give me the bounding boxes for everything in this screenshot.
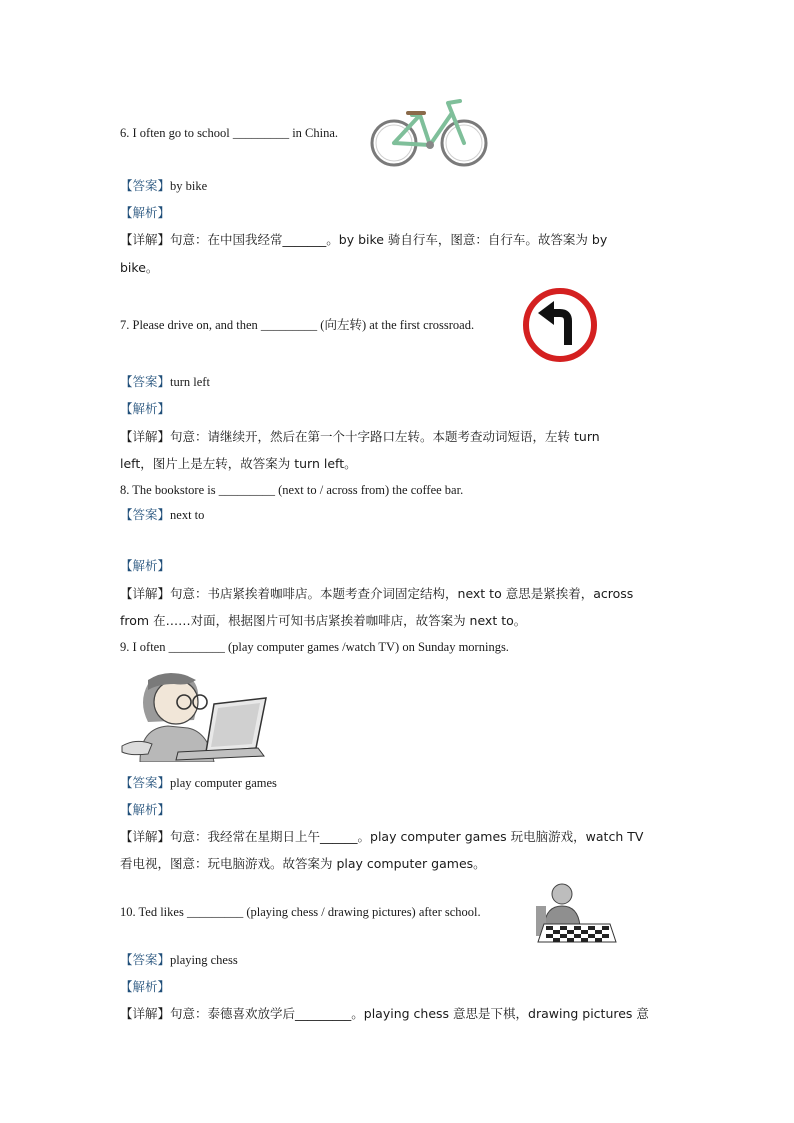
q6-answer: 【答案】by bike xyxy=(120,178,208,193)
q10-question: 10. Ted likes _________ (playing chess / drawing pictures) after school. xyxy=(120,905,481,919)
q9-question: 9. I often _________ (play computer games /watch TV) on Sunday mornings. xyxy=(120,640,509,654)
q10-detail-line1: 【详解】句意：泰德喜欢放学后_________。playing chess 意思是下棋，drawing pictures 意 xyxy=(120,1006,649,1021)
q7-detail-line1: 【详解】句意：请继续开，然后在第一个十字路口左转。本题考查动词短语，左转 turn xyxy=(120,429,600,444)
q8-detail-line1: 【详解】句意：书店紧挨着咖啡店。本题考查介词固定结构，next to 意思是紧挨着，across xyxy=(120,586,634,601)
q7-detail-line2: left，图片上是左转，故答案为 turn left。 xyxy=(120,456,357,471)
q9-detail-line2: 看电视，图意：玩电脑游戏。故答案为 play computer games。 xyxy=(120,856,486,871)
q6-detail-line1: 【详解】句意：在中国我经常_______。by bike 骑自行车，图意：自行车。故答案为 by xyxy=(120,232,608,247)
q8-answer: 【答案】next to xyxy=(120,507,205,522)
turn-left-sign-image xyxy=(522,287,598,363)
q6-analysis-label: 【解析】 xyxy=(120,205,171,220)
q7-analysis-label: 【解析】 xyxy=(120,401,171,416)
q8-question: 8. The bookstore is _________ (next to / across from) the coffee bar. xyxy=(120,483,464,497)
q10-analysis-label: 【解析】 xyxy=(120,979,171,994)
q8-analysis-label: 【解析】 xyxy=(120,558,171,573)
q9-analysis-label: 【解析】 xyxy=(120,802,171,817)
bicycle-image xyxy=(368,95,490,170)
boy-computer-image xyxy=(118,662,268,762)
q9-answer: 【答案】play computer games xyxy=(120,775,277,790)
q7-answer: 【答案】turn left xyxy=(120,374,210,389)
q9-detail-line1: 【详解】句意：我经常在星期日上午______。play computer games 玩电脑游戏，watch TV xyxy=(120,829,644,844)
q6-question: 6. I often go to school _________ in China. xyxy=(120,126,339,140)
q10-answer: 【答案】playing chess xyxy=(120,952,238,967)
q7-question: 7. Please drive on, and then _________ (向左转) at the first crossroad. xyxy=(120,318,475,332)
chess-boy-image xyxy=(530,880,618,944)
q6-detail-line2: bike。 xyxy=(120,260,159,275)
q8-detail-line2: from 在……对面，根据图片可知书店紧挨着咖啡店，故答案为 next to。 xyxy=(120,613,527,628)
